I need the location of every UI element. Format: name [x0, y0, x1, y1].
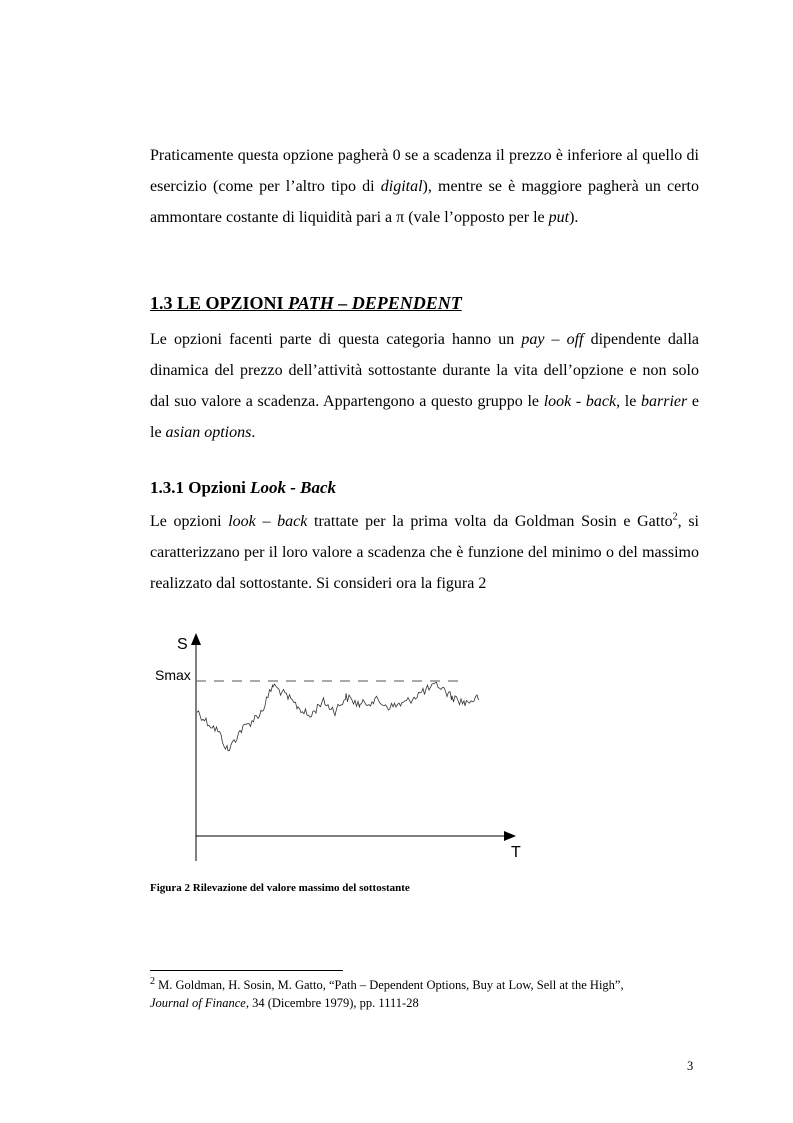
term-put: put [548, 209, 570, 226]
term-asian-options: asian options [165, 424, 252, 441]
x-axis-label: T [511, 844, 521, 861]
paragraph-digital-payoff [150, 140, 699, 233]
figure-caption: Figura 2 Rilevazione del valore massimo del sottostante [150, 882, 410, 894]
y-axis-arrow [191, 633, 201, 645]
smax-label: Smax [155, 667, 191, 683]
price-path-line [197, 682, 479, 750]
term-pay-off: pay – off [521, 331, 584, 348]
footnote: $^2$ M. Goldman, H. Sosin, M. Gatto, “Path – Dependent Options, Buy at Low, Sell at the High”, Journal of Finance, 34 (Dicembre 1979), pp. 1111-28 [150, 975, 624, 1010]
text: ), mentre se è maggiore pagherà un certo ammontare costante di liquidità pari a π (vale l’opposto per le [150, 178, 700, 226]
page-number: 3 [687, 1059, 694, 1073]
term-look-back: look – back [228, 513, 308, 530]
term-digital: digital [380, 178, 423, 195]
paragraph-path-dependent: Le opzioni facenti parte di questa categoria hanno un pay – off dipendente dalla dinamica del prezzo dell’attività sottostante durante la vita dell’opzione e non solo dal suo valore a scadenza. Appartengono a questo gruppo le look - back, le barrier e le asian options. [150, 331, 700, 441]
text: Praticamente questa opzione pagherà 0 se a scadenza il prezzo è inferiore al quello di esercizio (come per l’altro tipo di [150, 147, 699, 195]
footnote-mark: 2 [150, 975, 155, 987]
term-look-back: look - back [543, 393, 617, 410]
text: ). [569, 209, 579, 226]
section-heading: 1.3 LE OPZIONI PATH – DEPENDENT [150, 293, 462, 313]
footnote-divider [150, 970, 343, 971]
footnote-ref[interactable]: 2 [672, 511, 678, 523]
paragraph-look-back: Le opzioni look – back trattate per la prima volta da Goldman Sosin e Gatto$^2$, si caratterizzano per il loro valore a scadenza che è funzione del minimo o del massimo realizzato dal sottostante. Si consideri ora la figura 2 [150, 511, 700, 592]
x-axis-arrow [504, 831, 516, 841]
y-axis-label: S [177, 636, 188, 653]
term-barrier: barrier [641, 393, 688, 410]
journal-name: Journal of Finance, [150, 996, 249, 1010]
figure-price-path [140, 625, 540, 865]
subsection-heading: 1.3.1 Opzioni Look - Back [150, 478, 337, 497]
